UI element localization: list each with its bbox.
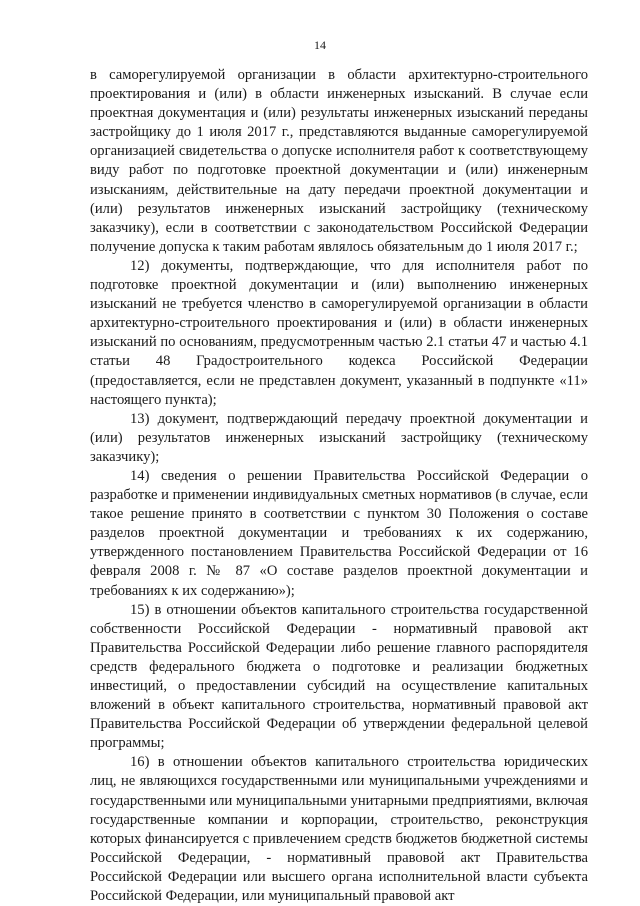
paragraph-item-12: 12) документы, подтверждающие, что для исполнителя работ по подготовке проектной документации и (или) выполнению инженерных изысканий не требуется членство в саморегулируемой организации в области архитектурно-строительного проектирования и (или) в области инженерных изысканий по основаниям, предусмотренным частью 2.1 статьи 47 и частью 4.1 статьи 48 Градостроительного кодекса Российской Федерации (предоставляется, если не представлен документ, указанный в подпункте «11» настоящего пункта); xyxy=(90,257,588,408)
page-number: 14 xyxy=(314,38,326,52)
paragraph-item-15: 15) в отношении объектов капитального строительства государственной собственности Российской Федерации - нормативный правовой акт Правительства Российской Федерации либо решение главного распорядителя средств федерального бюджета о подготовке и реализации бюджетных инвестиций, о предоставлении субсидий на осуществление капитальных вложений в объект капитального строительства, нормативный правовой акт Правительства Российской Федерации об утверждении федеральной целевой программы; xyxy=(90,601,588,752)
document-body xyxy=(90,66,588,906)
paragraph-continuation: в саморегулируемой организации в области архитектурно-строительного проектирования и (или) в области инженерных изысканий. В случае если проектная документация и (или) результаты инженерных изысканий переданы застройщику до 1 июля 2017 г., представляются выданные саморегулируемой организацией свидетельства о допуске исполнителя работ к соответствующему виду работ по подготовке проектной документации и (или) инженерным изысканиям, действительные на дату передачи проектной документации и (или) результатов инженерных изысканий застройщику (техническому заказчику), если в соответствии с законодательством Российской Федерации получение допуска к таким работам являлось обязательным до 1 июля 2017 г.; xyxy=(90,67,588,255)
paragraph-item-16: 16) в отношении объектов капитального строительства юридических лиц, не являющихся государственными или муниципальными учреждениями и государственными или муниципальными унитарными предприятиями, включая государственные компании и корпорации, строительство, реконструкция которых финансируется с привлечением средств бюджетов бюджетной системы Российской Федерации, - нормативный правовой акт Правительства Российской Федерации или высшего органа исполнительной власти субъекта Российской Федерации, или муниципальный правовой акт xyxy=(90,754,588,905)
paragraph-item-13: 13) документ, подтверждающий передачу проектной документации и (или) результатов инженерных изысканий застройщику (техническому заказчику); xyxy=(90,410,588,465)
paragraph-item-14: 14) сведения о решении Правительства Российской Федерации о разработке и применении индивидуальных сметных нормативов (в случае, если такое решение принято в соответствии с пунктом 30 Положения о составе разделов проектной документации и требованиях к их содержанию, утвержденного постановлением Правительства Российской Федерации от 16 февраля 2008 г. № 87 «О составе разделов проектной документации и требованиях к их содержанию»); xyxy=(90,467,588,599)
